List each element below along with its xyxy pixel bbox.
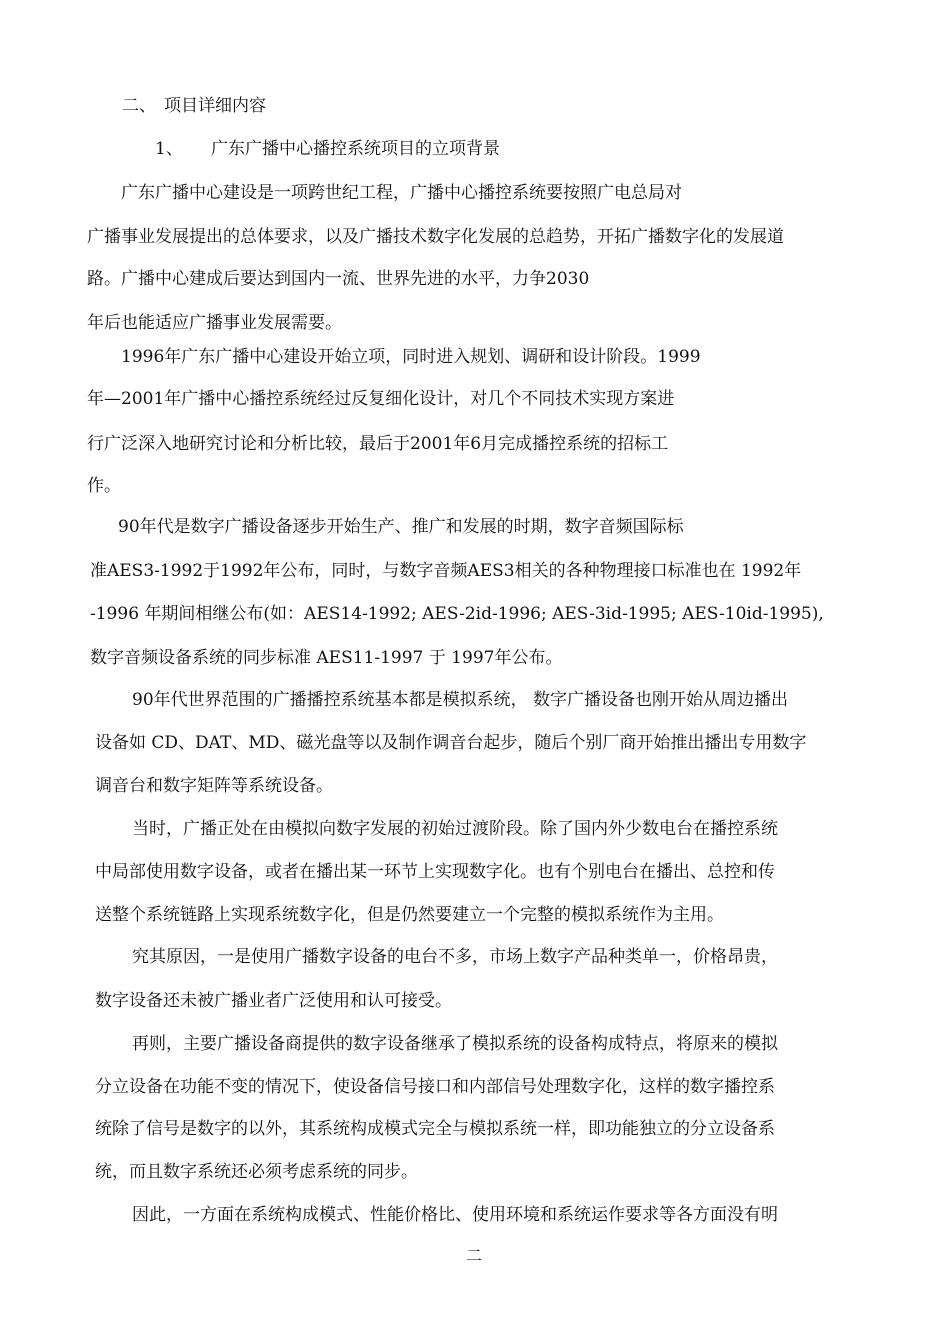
body-line: 再则，主要广播设备商提供的数字设备继承了模拟系统的设备构成特点，将原来的模拟 [132,1034,778,1054]
subsection-number: 1、 [155,139,183,159]
body-line: 路。广播中心建成后要达到国内一流、世界先进的水平，力争2030 [87,269,590,289]
section-title: 项目详细内容 [164,96,266,116]
body-line: -1996 年期间相继公布(如：AES14-1992; AES-2id-1996; AES-3id-1995; AES-10id-1995), [90,604,824,624]
page-number: 二 [466,1246,483,1265]
body-line: 调音台和数字矩阵等系统设备。 [95,776,333,796]
body-line: 数字音频设备系统的同步标准 AES11-1997 于 1997年公布。 [90,648,563,668]
body-line: 广东广播中心建设是一项跨世纪工程，广播中心播控系统要按照广电总局对 [121,183,682,203]
body-line: 数字设备还未被广播业者广泛使用和认可接受。 [95,991,452,1011]
body-line: 90年代是数字广播设备逐步开始生产、推广和发展的时期，数字音频国际标 [118,517,684,537]
subsection-heading [155,138,500,160]
body-line: 设备如 CD、DAT、MD、磁光盘等以及制作调音台起步，随后个别厂商开始推出播出专用数字 [95,733,807,753]
section-number: 二、 [122,96,156,116]
body-line: 因此，一方面在系统构成模式、性能价格比、使用环境和系统运作要求等各方面没有明 [132,1205,778,1225]
body-line: 送整个系统链路上实现系统数字化，但是仍然要建立一个完整的模拟系统作为主用。 [95,905,724,925]
body-line: 统除了信号是数字的以外，其系统构成模式完全与模拟系统一样，即功能独立的分立设备系 [95,1119,775,1139]
body-line: 究其原因，一是使用广播数字设备的电台不多，市场上数字产品种类单一，价格昂贵， [132,947,778,967]
body-line: 1996年广东广播中心建设开始立项，同时进入规划、调研和设计阶段。1999 [121,347,701,367]
body-line: 年后也能适应广播事业发展需要。 [87,313,342,333]
body-line: 准AES3-1992于1992年公布，同时，与数字音频AES3相关的各种物理接口标准也在 1992年 [90,561,802,581]
body-line: 广播事业发展提出的总体要求，以及广播技术数字化发展的总趋势，开拓广播数字化的发展道 [87,227,784,247]
body-line: 统，而且数字系统还必须考虑系统的同步。 [95,1162,418,1182]
body-line: 当时，广播正处在由模拟向数字发展的初始过渡阶段。除了国内外少数电台在播控系统 [132,819,778,839]
body-line: 90年代世界范围的广播播控系统基本都是模拟系统， 数字广播设备也刚开始从周边播出 [132,690,789,710]
section-heading [122,95,266,117]
body-line: 分立设备在功能不变的情况下，使设备信号接口和内部信号处理数字化，这样的数字播控系 [95,1077,775,1097]
body-line: 行广泛深入地研究讨论和分析比较，最后于2001年6月完成播控系统的招标工 [87,434,669,454]
body-line: 中局部使用数字设备，或者在播出某一环节上实现数字化。也有个别电台在播出、总控和传 [95,862,775,882]
subsection-title: 广东广播中心播控系统项目的立项背景 [211,139,500,159]
body-line: 年—2001年广播中心播控系统经过反复细化设计，对几个不同技术实现方案进 [87,389,675,409]
body-line: 作。 [87,476,121,496]
